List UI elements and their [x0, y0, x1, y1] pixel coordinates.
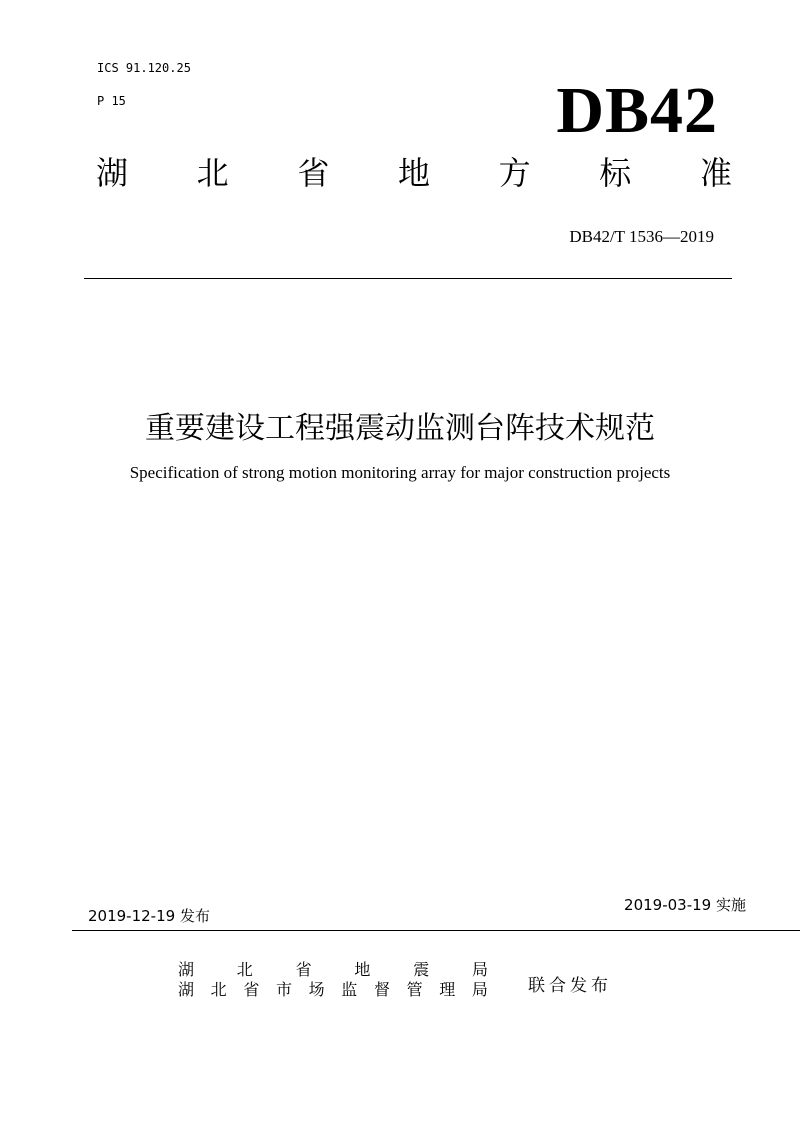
- ics-code: ICS 91.120.25: [97, 61, 191, 75]
- document-title-english: Specification of strong motion monitoring array for major construction projects: [129, 463, 671, 482]
- issuer-char: 湖: [178, 980, 195, 999]
- standard-type-char: 方: [498, 154, 531, 192]
- issuer-char: 管: [406, 980, 423, 999]
- standard-type-char: 北: [196, 154, 229, 192]
- classification-code: P 15: [97, 94, 126, 108]
- publish-date: 2019-12-19 发布: [88, 907, 210, 925]
- issuer-char: 督: [373, 980, 390, 999]
- standard-type-char: 地: [397, 154, 430, 192]
- issuer-char: 地: [354, 960, 371, 979]
- issuer-char: 监: [341, 980, 358, 999]
- standard-type-char: 标: [599, 154, 632, 192]
- standard-number: DB42/T 1536—2019: [569, 227, 714, 246]
- issuer-char: 北: [210, 980, 227, 999]
- issuer-line-1: [178, 960, 488, 980]
- issuing-authorities: [178, 960, 488, 1000]
- issuer-char: 市: [275, 980, 292, 999]
- standard-type-char: 省: [297, 154, 330, 192]
- document-title-chinese: 重要建设工程强震动监测台阵技术规范: [145, 411, 655, 446]
- top-divider: [84, 278, 732, 279]
- joint-release-label: 联合发布: [528, 976, 612, 996]
- issuer-char: 北: [236, 960, 253, 979]
- standard-type-char: 准: [699, 154, 732, 192]
- standard-code-logo: DB42: [556, 74, 718, 147]
- standard-type-heading: [96, 154, 732, 192]
- issuer-char: 震: [413, 960, 430, 979]
- issuer-char: 局: [471, 980, 488, 999]
- issuer-char: 理: [439, 980, 456, 999]
- issuer-char: 场: [308, 980, 325, 999]
- issuer-char: 湖: [178, 960, 195, 979]
- bottom-divider: [72, 930, 800, 931]
- standard-type-char: 湖: [96, 154, 129, 192]
- issuer-char: 省: [243, 980, 260, 999]
- effective-date: 2019-03-19 实施: [624, 896, 746, 914]
- issuer-line-2: [178, 980, 488, 1000]
- issuer-char: 局: [471, 960, 488, 979]
- issuer-char: 省: [295, 960, 312, 979]
